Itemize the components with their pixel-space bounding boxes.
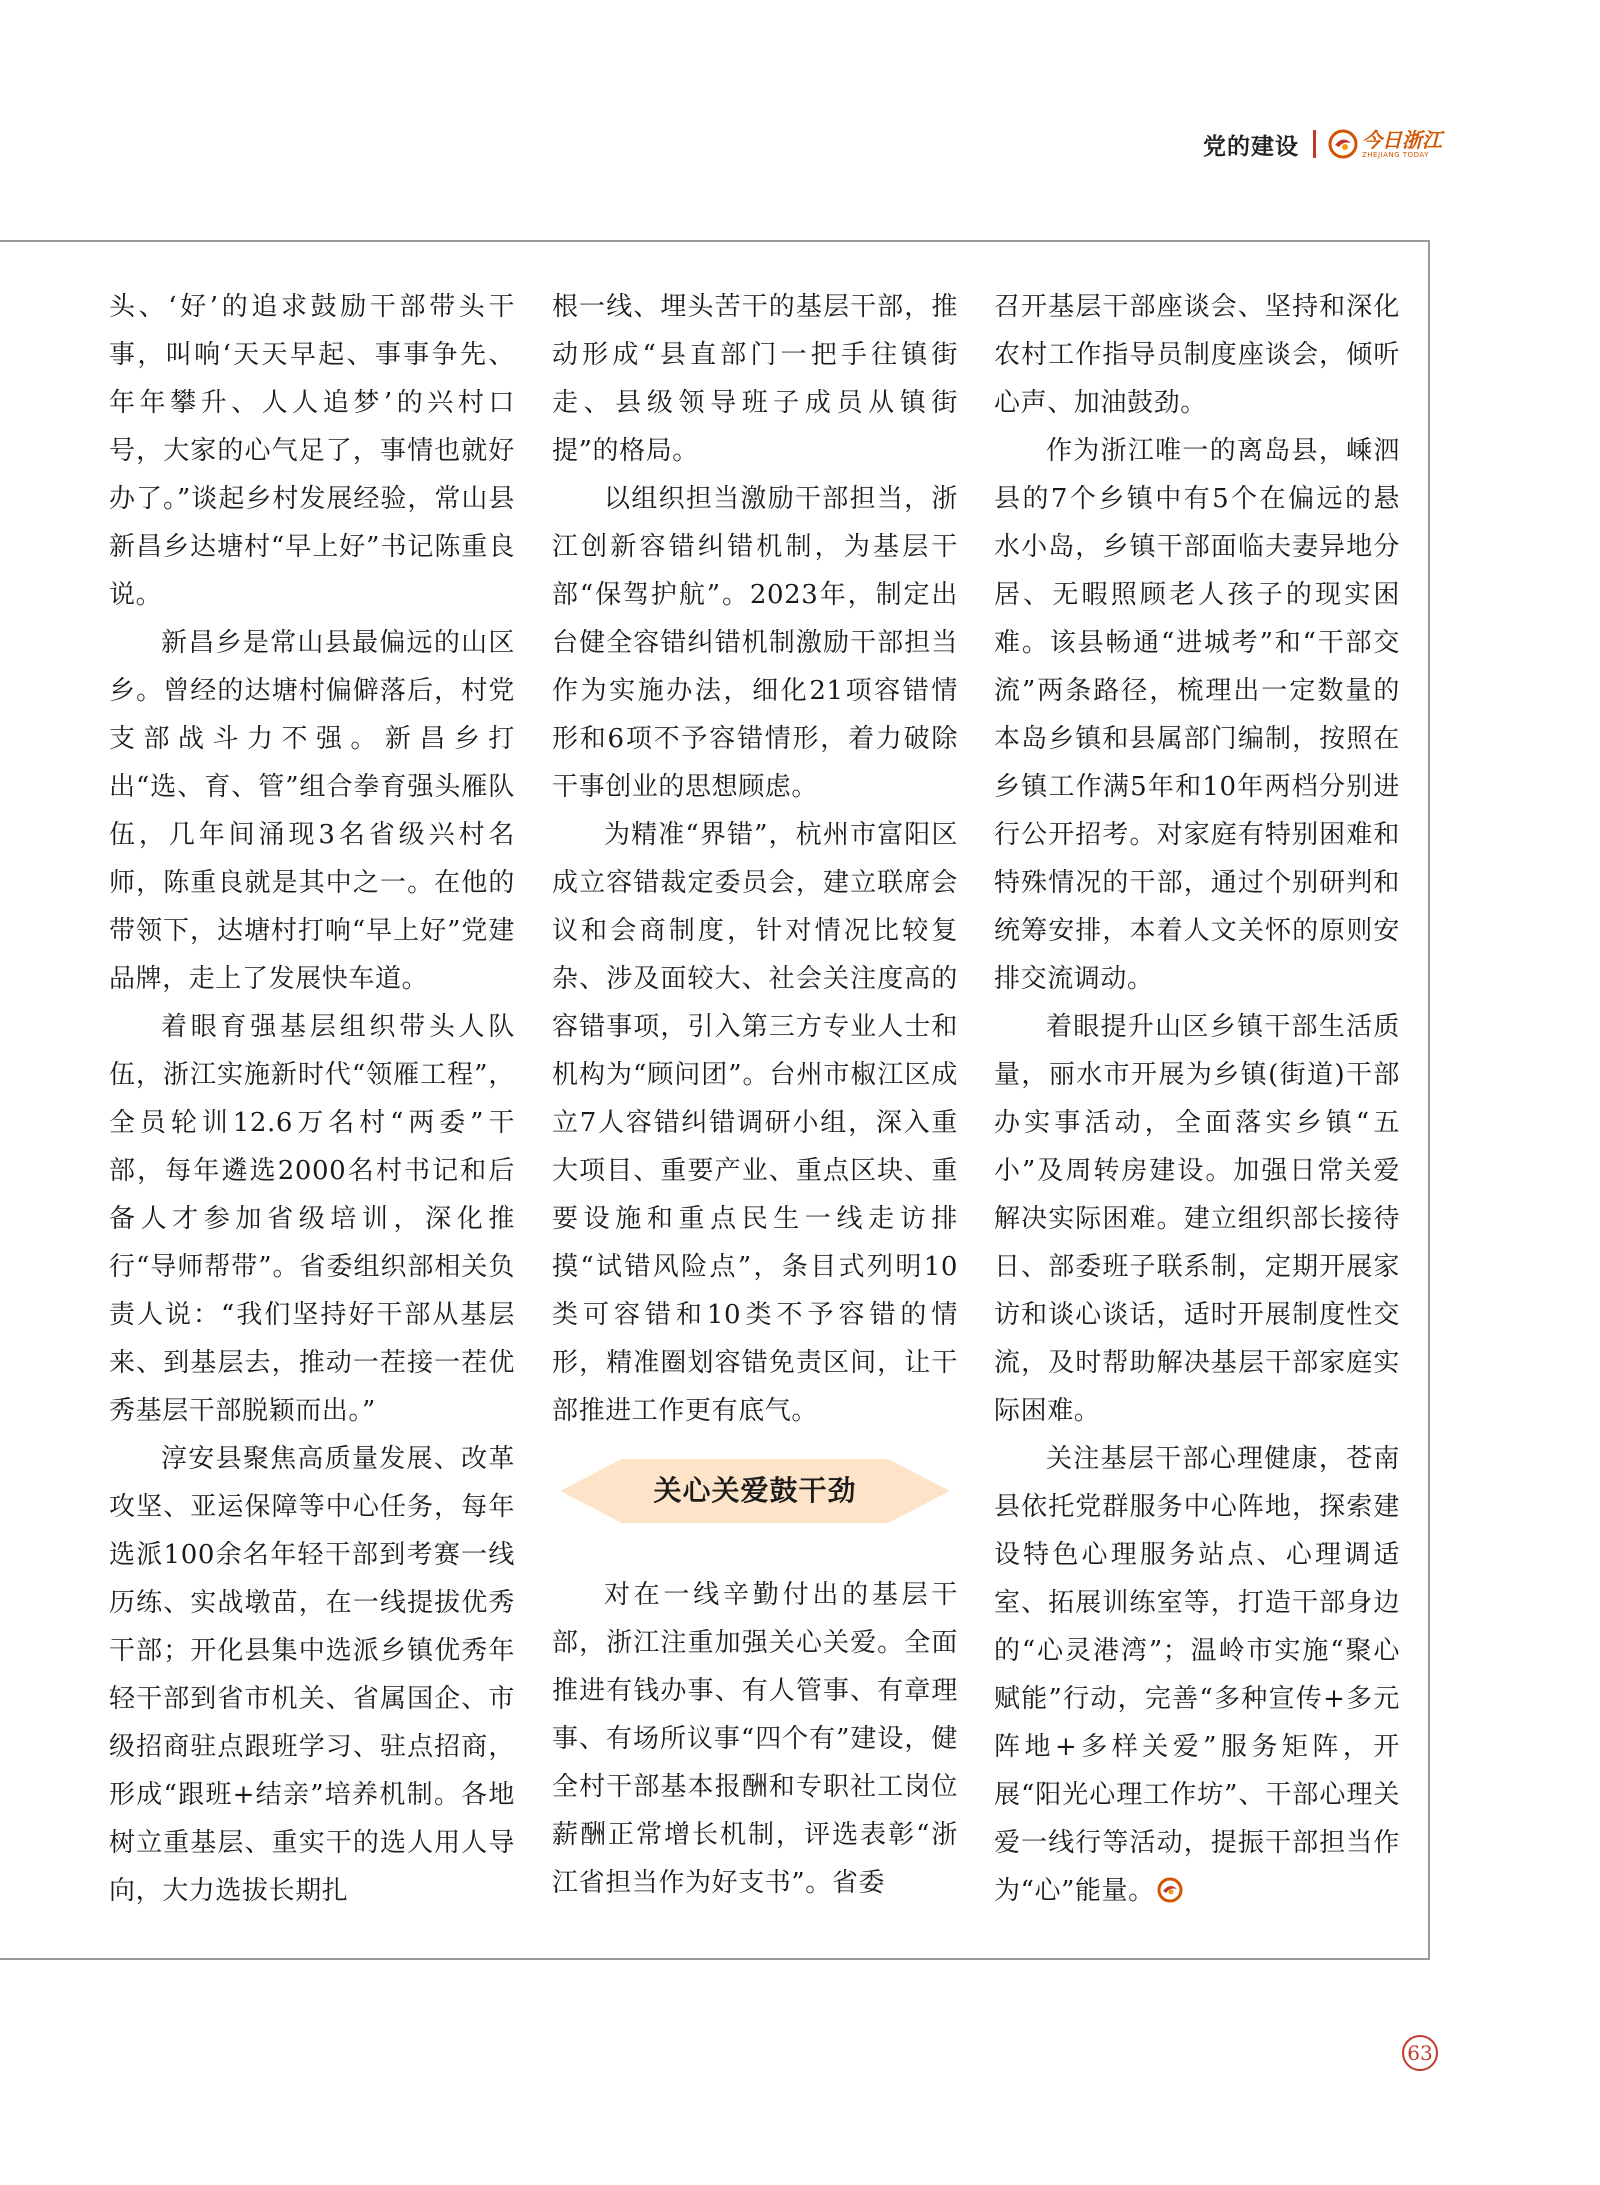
article-column-2 (552, 283, 958, 1907)
paragraph: 根一线、埋头苦干的基层干部，推动形成“县直部门一把手往镇街走、县级领导班子成员从镇街提”的格局。 (552, 292, 958, 466)
section-name: 党的建设 (1203, 133, 1299, 160)
paragraph (994, 1435, 1400, 1915)
paragraph: 以组织担当激励干部担当，浙江创新容错纠错机制，为基层干部“保驾护航”。2023年，制定出台健全容错纠错机制激励干部担当作为实施办法，细化21项容错情形和6项不予容错情形，着力破除干事创业的思想顾虑。 (552, 484, 958, 802)
paragraph: 对在一线辛勤付出的基层干部，浙江注重加强关心关爱。全面推进有钱办事、有人管事、有章理事、有场所议事“四个有”建设，健全村干部基本报酬和专职社工岗位薪酬正常增长机制，评选表彰“浙江省担当作为好支书”。省委 (552, 1580, 958, 1898)
paragraph: 新昌乡是常山县最偏远的山区乡。曾经的达塘村偏僻落后，村党支部战斗力不强。新昌乡打出“选、育、管”组合拳育强头雁队伍，几年间涌现3名省级兴村名师，陈重良就是其中之一。在他的带领下，达塘村打响“早上好”党建品牌，走上了发展快车道。 (109, 628, 515, 994)
article-column-3 (994, 283, 1400, 1915)
paragraph: 召开基层干部座谈会、坚持和深化农村工作指导员制度座谈会，倾听心声、加油鼓劲。 (994, 292, 1400, 418)
paragraph-text: 关注基层干部心理健康，苍南县依托党群服务中心阵地，探索建设特色心理服务站点、心理调适室、拓展训练室等，打造干部身边的“心灵港湾”；温岭市实施“聚心赋能”行动，完善“多种宣传+多元阵地+多样关爱”服务矩阵，开展“阳光心理工作坊”、干部心理关爱一线行等活动，提振干部担当作为“心”能量。 (994, 1444, 1400, 1906)
paragraph: 淳安县聚焦高质量发展、改革攻坚、亚运保障等中心任务，每年选派100余名年轻干部到考赛一线历练、实战墩苗，在一线提拔优秀干部；开化县集中选派乡镇优秀年轻干部到省市机关、省属国企、市级招商驻点跟班学习、驻点招商，形成“跟班+结亲”培养机制。各地树立重基层、重实干的选人用人导向，大力选拔长期扎 (109, 1444, 515, 1906)
logo-subtitle: ZHEJIANG TODAY (1362, 150, 1429, 159)
zhejiang-today-end-icon (1157, 1877, 1183, 1903)
logo-name: 今日浙江 (1362, 127, 1442, 152)
header-divider (1313, 130, 1316, 158)
subheading-text: 关心关爱鼓干劲 (653, 1474, 857, 1507)
paragraph: 作为浙江唯一的离岛县，嵊泗县的7个乡镇中有5个在偏远的悬水小岛，乡镇干部面临夫妻异地分居、无暇照顾老人孩子的现实困难。该县畅通“进城考”和“干部交流”两条路径，梳理出一定数量的本岛乡镇和县属部门编制，按照在乡镇工作满5年和10年两档分别进行公开招考。对家庭有特别困难和特殊情况的干部，通过个别研判和统筹安排，本着人文关怀的原则安排交流调动。 (994, 436, 1400, 994)
page-number: 63 (1402, 2035, 1438, 2071)
zhejiang-today-logo-icon (1328, 129, 1358, 159)
paragraph: 头、‘好’的追求鼓励干部带头干事，叫响‘天天早起、事事争先、年年攀升、人人追梦’的兴村口号，大家的心气足了，事情也就好办了。”谈起乡村发展经验，常山县新昌乡达塘村“早上好”书记陈重良说。 (109, 292, 515, 610)
publication-logo (1328, 129, 1442, 159)
running-header (1203, 126, 1442, 162)
section-subheading (552, 1455, 958, 1527)
article-column-1 (109, 283, 515, 1915)
paragraph: 为精准“界错”，杭州市富阳区成立容错裁定委员会，建立联席会议和会商制度，针对情况比较复杂、涉及面较大、社会关注度高的容错事项，引入第三方专业人士和机构为“顾问团”。台州市椒江区成立7人容错纠错调研小组，深入重大项目、重要产业、重点区块、重要设施和重点民生一线走访排摸“试错风险点”，条目式列明10类可容错和10类不予容错的情形，精准圈划容错免责区间，让干部推进工作更有底气。 (552, 820, 958, 1426)
paragraph: 着眼育强基层组织带头人队伍，浙江实施新时代“领雁工程”，全员轮训12.6万名村“两委”干部，每年遴选2000名村书记和后备人才参加省级培训，深化推行“导师帮带”。省委组织部相关负责人说：“我们坚持好干部从基层来、到基层去，推动一茬接一茬优秀基层干部脱颖而出。” (109, 1012, 515, 1426)
paragraph: 着眼提升山区乡镇干部生活质量，丽水市开展为乡镇(街道)干部办实事活动，全面落实乡镇“五小”及周转房建设。加强日常关爱解决实际困难。建立组织部长接待日、部委班子联系制，定期开展家访和谈心谈话，适时开展制度性交流，及时帮助解决基层干部家庭实际困难。 (994, 1012, 1400, 1426)
